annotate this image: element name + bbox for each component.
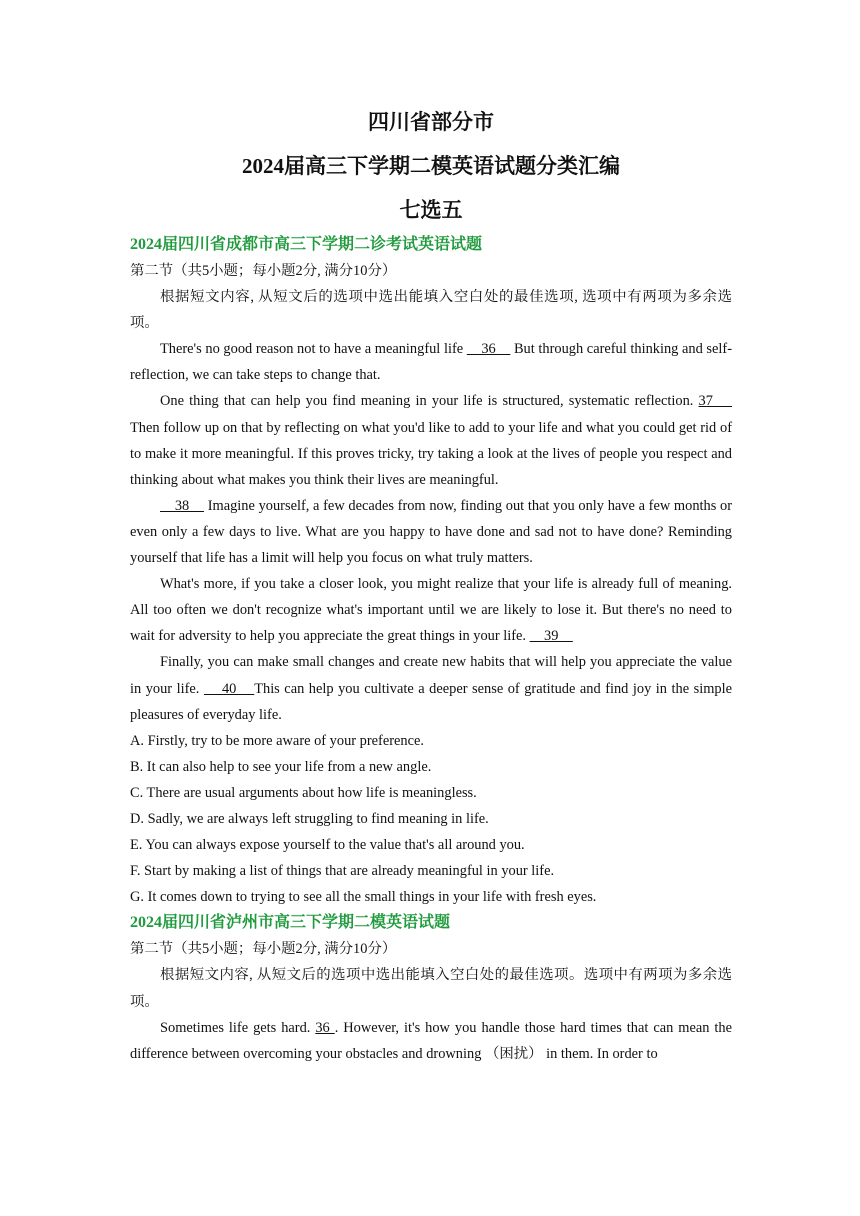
text: But through careful thinking and self-reflection, we can take steps to change that. [130, 341, 732, 384]
doc-title-type: 七选五 [399, 198, 463, 222]
blank-36: 36 [315, 1019, 335, 1036]
instruction: 根据短文内容, 从短文后的选项中选出能填入空白处的最佳选项, 选项中有两项为多余选项。 [130, 289, 732, 332]
option-e: E. You can always expose yourself to the value that's all around you. [130, 837, 525, 854]
blank-40: 40 [203, 680, 255, 697]
section-heading-chengdu: 2024届四川省成都市高三下学期二诊考试英语试题 [130, 236, 483, 253]
text: This can help you cultivate a deeper sense of gratitude and find joy in the simple pleasures of everyday life. [130, 680, 732, 723]
text: Then follow up on that by reflecting on what you'd like to add to your life and what you could get rid of to make it more meaningful. If this proves tricky, try taking a look at the lives of people you respect and thinking about what makes you think their lives are meaningful. [130, 419, 732, 488]
option-c: C. There are usual arguments about how life is meaningless. [130, 784, 477, 801]
text: There's no good reason not to have a meaningful life [160, 341, 467, 358]
option-g: G. It comes down to trying to see all the small things in your life with fresh eyes. [130, 889, 597, 906]
document-page [130, 100, 732, 1067]
doc-title-main: 2024届高三下学期二模英语试题分类汇编 [242, 154, 620, 178]
text: Finally, you can make small changes and create new habits that will help you appreciate the value in your life. [130, 654, 732, 697]
option-d: D. Sadly, we are always left struggling to find meaning in life. [130, 810, 489, 827]
doc-title-region: 四川省部分市 [368, 110, 494, 134]
text: . However, it's how you handle those hard times that can mean the difference between overcoming your obstacles and drowning （困扰） in them. In order to [130, 1019, 732, 1062]
text: One thing that can help you find meaning in your life is structured, systematic reflection. [160, 393, 699, 410]
section-heading-luzhou: 2024届四川省泸州市高三下学期二模英语试题 [130, 914, 451, 932]
blank-38: 38 [160, 497, 205, 514]
section-meta: 第二节（共5小题；每小题2分, 满分10分） [130, 941, 397, 958]
passage-paragraph [130, 649, 732, 727]
blank-39: 39 [529, 628, 573, 645]
option-b: B. It can also help to see your life from a new angle. [130, 758, 432, 775]
passage-paragraph [130, 1015, 732, 1067]
option-a: A. Firstly, try to be more aware of your preference. [130, 732, 424, 749]
passage-paragraph [130, 336, 732, 388]
blank-37: 37 [698, 393, 732, 410]
passage-paragraph [130, 571, 732, 649]
instruction: 根据短文内容, 从短文后的选项中选出能填入空白处的最佳选项。选项中有两项为多余选项。 [130, 967, 732, 1010]
text: Sometimes life gets hard. [160, 1019, 316, 1036]
passage-paragraph [130, 388, 732, 492]
passage-paragraph [130, 493, 732, 571]
option-f: F. Start by making a list of things that are already meaningful in your life. [130, 863, 555, 880]
blank-36: 36 [466, 341, 511, 358]
text: Imagine yourself, a few decades from now, finding out that you only have a few months or even only a few days to live. What are you happy to have done and sad not to have done? Reminding yourself that life has a limit will help you focus on what truly matters. [130, 497, 733, 567]
section-meta: 第二节（共5小题；每小题2分, 满分10分） [130, 263, 397, 279]
text: What's more, if you take a closer look, you might realize that your life is already full of meaning. All too often we don't recognize what's important until we are likely to lose it. But there's no need to wait for adversity to help you appreciate the great things in your life. [130, 576, 732, 645]
